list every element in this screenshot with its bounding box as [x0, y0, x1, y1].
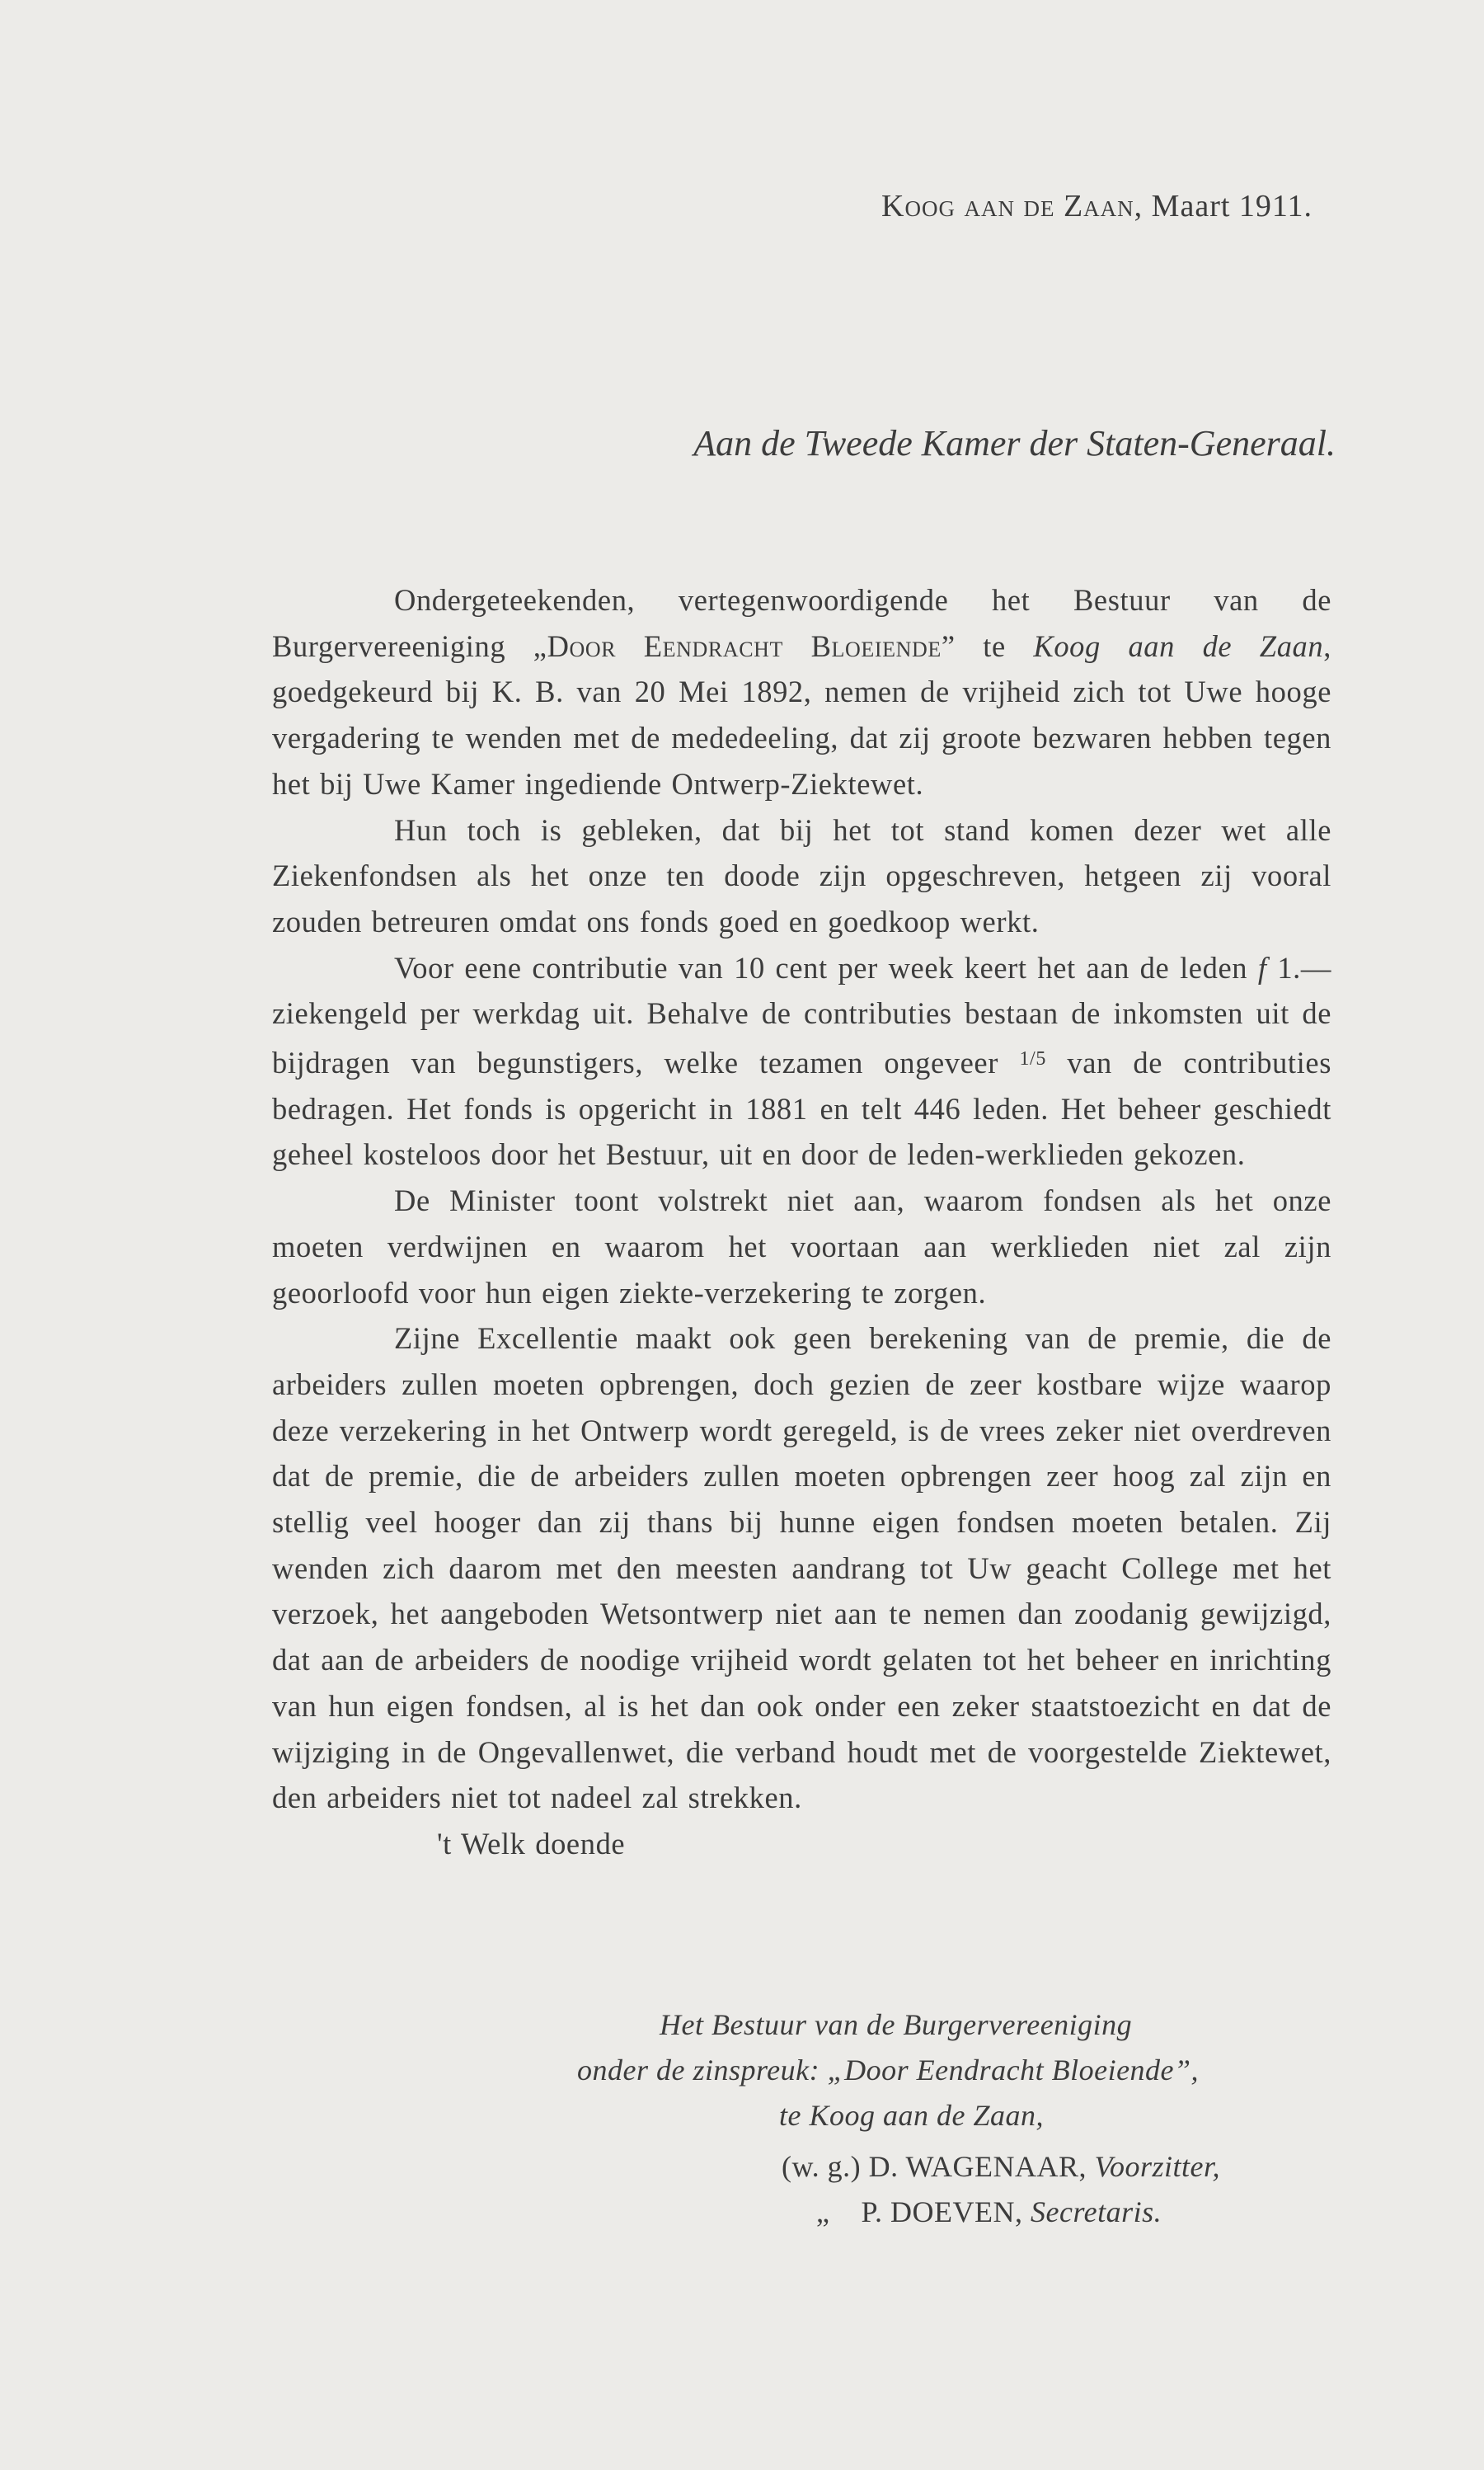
letter-date [881, 188, 1313, 224]
signer-secretary-role: Secretaris. [1030, 2195, 1162, 2228]
paragraph-4: De Minister toont volstrekt niet aan, waarom fondsen als het onze moeten verdwijnen en waarom het voortaan aan werklieden niet zal zijn geoorloofd voor hun eigen ziekte-verzekering te zorgen. [272, 1183, 1331, 1310]
signer-chairman [782, 2144, 1220, 2190]
paragraph-text: , goedgekeurd bij K. B. van 20 Mei 1892, nemen de vrijheid zich tot Uwe hooge vergadering te wenden met de mededeeling, dat zij groote bezwaren hebben tegen het bij Uwe Kamer ingediende Ontwerp-Ziektewet. [272, 628, 1331, 801]
paragraph-text: Ondergeteekenden, vertegenwoordigende het Bestuur van de Burgervereeniging „ [272, 583, 1331, 663]
letter-date-value: Maart 1911. [1151, 189, 1313, 223]
signer-chairman-name: (w. g.) D. WAGENAAR, [782, 2150, 1087, 2183]
signer-secretary-name: „ P. DOEVEN, [816, 2195, 1023, 2228]
signer-chairman-role: Voorzitter, [1094, 2150, 1220, 2183]
paragraph-text: 1.— ziekengeld per werkdag uit. Behalve de contributies bestaan de inkomsten uit de bijdragen van begunstigers, welke tezamen ongeveer [272, 950, 1331, 1080]
florin-sign: f [1257, 950, 1267, 985]
paragraph-text: Voor eene contributie van 10 cent per week keert het aan de leden [394, 950, 1258, 985]
signature-line-3: te Koog aan de Zaan, [779, 2099, 1044, 2132]
signature-line-1: Het Bestuur van de Burgervereeniging [660, 2008, 1133, 2041]
paragraph-1 [272, 577, 1331, 807]
signer-secretary [816, 2190, 1162, 2235]
signature-line-2: onder de zinspreuk: „Door Eendracht Bloeiende”, [577, 2054, 1200, 2087]
closing-line: 't Welk doende [437, 1826, 626, 1861]
paragraph-2: Hun toch is gebleken, dat bij het tot stand komen dezer wet alle Ziekenfondsen als het onze ten doode zijn opgeschreven, hetgeen zij vooral zouden betreuren omdat ons fonds goed en goedkoop werkt. [272, 812, 1331, 939]
paragraph-text: ” te [941, 628, 1034, 663]
letter-place: Koog aan de Zaan, [881, 189, 1144, 223]
society-name: Door Eendracht Bloeiende [547, 628, 942, 663]
addressee: Aan de Tweede Kamer der Staten-Generaal. [693, 423, 1336, 463]
letter-body [272, 577, 1331, 1867]
place-name: Koog aan de Zaan [1033, 628, 1324, 663]
paragraph-3 [272, 945, 1331, 1179]
paragraph-5: Zijne Excellentie maakt ook geen berekening van de premie, die de arbeiders zullen moeten opbrengen, doch gezien de zeer kostbare wijze waarop deze verzekering in het Ontwerp wordt geregeld, is de vrees zeker niet overdreven dat de premie, die de arbeiders zullen moeten opbrengen zeer hoog zal zijn en stellig veel hooger dan zij thans bij hunne eigen fondsen moeten betalen. Zij wenden zich daarom met den meesten aandrang tot Uw geacht College met het verzoek, het aangeboden Wetsontwerp niet aan te nemen dan zoodanig gewijzigd, dat aan de arbeiders de noodige vrijheid wordt gelaten tot het beheer en inrichting van hun eigen fondsen, al is het dan ook onder een zeker staatstoezicht en dat de wijziging in de Ongevallenwet, die verband houdt met de voorgestelde Ziektewet, den arbeiders niet tot nadeel zal strekken. [272, 1321, 1331, 1815]
paragraph-text: van de contributies bedragen. Het fonds is opgericht in 1881 en telt 446 leden. Het beheer geschiedt geheel kosteloos door het Bestuur, uit en door de leden-werklieden gekozen. [272, 1046, 1331, 1172]
fraction: 1/5 [1019, 1048, 1046, 1070]
